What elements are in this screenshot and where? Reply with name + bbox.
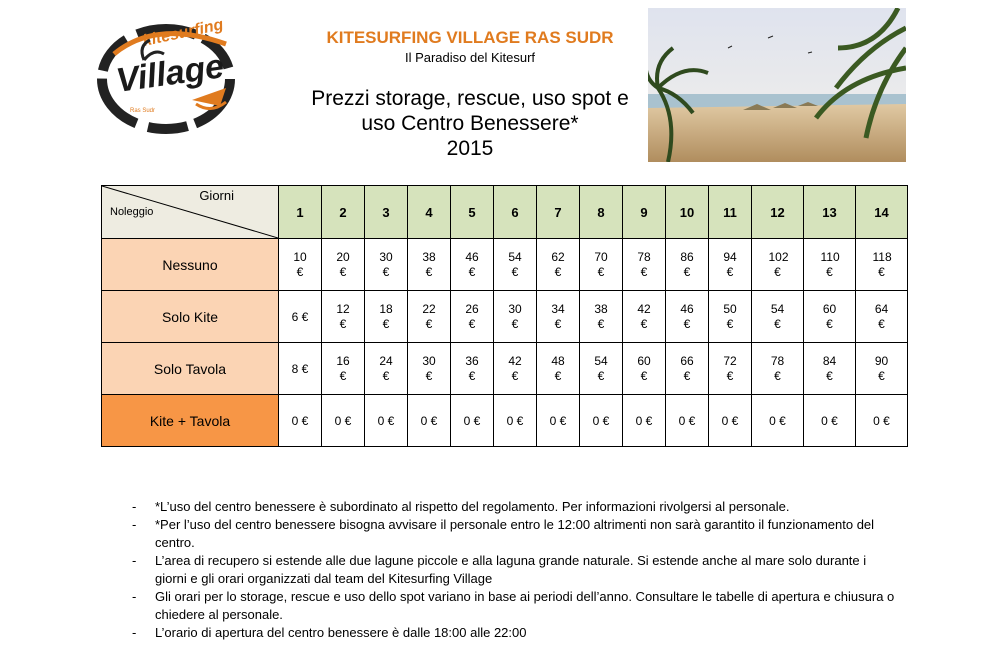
corner-giorni: Giorni <box>199 188 234 203</box>
table-row <box>102 395 908 447</box>
price-value: 78 € <box>770 353 785 383</box>
price-value: 30 € <box>508 301 522 331</box>
tagline: Il Paradiso del Kitesurf <box>404 50 536 65</box>
price-cell <box>856 291 908 343</box>
day-header: 8 <box>580 186 623 239</box>
price-value: 26 € <box>465 301 479 331</box>
logo-ras-sudr: Ras Sudr <box>130 108 156 114</box>
price-value: 46 € <box>465 249 479 279</box>
price-value: 42 € <box>508 353 522 383</box>
price-value: 118 € <box>872 249 892 279</box>
row-label: Solo Kite <box>102 291 279 343</box>
price-value: 30 € <box>379 249 393 279</box>
price-value: 38 € <box>422 249 436 279</box>
price-cell <box>322 343 365 395</box>
price-value: 18 € <box>379 301 393 331</box>
price-value: 62 € <box>551 249 565 279</box>
price-cell <box>666 239 709 291</box>
table-row <box>102 239 908 291</box>
price-value: 0 € <box>678 413 696 428</box>
price-value: 84 € <box>822 353 837 383</box>
price-cell <box>709 291 752 343</box>
price-cell <box>709 343 752 395</box>
row-label: Kite + Tavola <box>102 395 279 447</box>
price-cell <box>580 239 623 291</box>
price-value: 0 € <box>873 413 890 428</box>
price-cell <box>580 291 623 343</box>
day-header: 3 <box>365 186 408 239</box>
table-row <box>102 291 908 343</box>
price-cell <box>365 291 408 343</box>
table-header-row <box>102 186 908 239</box>
price-value: 54 € <box>594 353 608 383</box>
price-value: 78 € <box>637 249 651 279</box>
day-header: 10 <box>666 186 709 239</box>
price-cell <box>709 239 752 291</box>
price-value: 30 € <box>422 353 436 383</box>
price-cell <box>752 239 804 291</box>
price-value: 0 € <box>334 413 352 428</box>
note-item: - L’area di recupero si estende alle due lagune piccole e alla laguna grande naturale. Si estende anche al mare solo durante i giorni e gli orari organizzati dal team del Kitesurfing Village <box>130 552 900 588</box>
table-body <box>102 239 908 447</box>
price-value: 64 € <box>874 301 889 331</box>
price-cell <box>666 291 709 343</box>
price-value: 10 € <box>293 249 307 279</box>
price-value: 0 € <box>291 413 309 428</box>
price-value: 60 € <box>637 353 651 383</box>
price-value: 60 € <box>822 301 837 331</box>
price-value: 20 € <box>336 249 350 279</box>
price-cell <box>537 343 580 395</box>
price-cell <box>856 343 908 395</box>
price-value: 0 € <box>769 413 786 428</box>
price-cell <box>322 291 365 343</box>
price-cell <box>623 395 666 447</box>
price-cell <box>494 291 537 343</box>
price-value: 94 € <box>723 249 737 279</box>
price-cell <box>408 239 451 291</box>
price-cell <box>408 395 451 447</box>
price-value: 54 € <box>508 249 522 279</box>
price-cell <box>365 343 408 395</box>
day-header: 6 <box>494 186 537 239</box>
price-value: 42 € <box>637 301 651 331</box>
day-header: 1 <box>279 186 322 239</box>
price-value: 86 € <box>680 249 694 279</box>
note-item: - L’orario di apertura del centro benessere è dalle 18:00 alle 22:00 <box>130 624 900 642</box>
corner-noleggio: Noleggio <box>110 206 154 218</box>
price-cell <box>451 291 494 343</box>
price-cell <box>322 395 365 447</box>
price-cell <box>494 343 537 395</box>
price-cell <box>623 291 666 343</box>
price-value: 0 € <box>721 413 739 428</box>
price-cell <box>623 343 666 395</box>
price-cell <box>365 395 408 447</box>
price-value: 8 € <box>291 361 309 376</box>
price-cell <box>537 291 580 343</box>
price-cell <box>451 343 494 395</box>
note-item: - Gli orari per lo storage, rescue e uso dello spot variano in base ai periodi dell’anno. Consultare le tabelle di apertura e chiusura o chiedere al personale. <box>130 588 900 624</box>
day-header: 14 <box>856 186 908 239</box>
price-cell <box>279 291 322 343</box>
logo-village: Village <box>113 47 227 100</box>
price-value: 54 € <box>770 301 785 331</box>
price-cell <box>856 395 908 447</box>
title-line-2: uso Centro Benessere* <box>361 112 579 135</box>
price-cell <box>580 395 623 447</box>
price-value: 102 € <box>768 249 789 279</box>
price-cell <box>752 395 804 447</box>
price-cell <box>279 239 322 291</box>
price-cell <box>804 395 856 447</box>
price-value: 0 € <box>463 413 481 428</box>
price-cell <box>804 239 856 291</box>
price-cell <box>537 239 580 291</box>
price-cell <box>494 239 537 291</box>
price-value: 0 € <box>420 413 438 428</box>
price-value: 90 € <box>874 353 889 383</box>
logo-kitesurfing: kitesurfing <box>141 16 225 50</box>
price-cell <box>709 395 752 447</box>
table-row <box>102 343 908 395</box>
day-header: 9 <box>623 186 666 239</box>
price-cell <box>279 395 322 447</box>
price-value: 0 € <box>506 413 524 428</box>
price-value: 12 € <box>336 301 350 331</box>
title-line-3: 2015 <box>446 137 494 160</box>
price-value: 48 € <box>551 353 565 383</box>
prices-table <box>101 185 908 447</box>
price-value: 110 € <box>820 249 840 279</box>
price-cell <box>804 343 856 395</box>
day-header: 5 <box>451 186 494 239</box>
table-corner <box>102 186 279 239</box>
price-value: 50 € <box>723 301 737 331</box>
price-value: 22 € <box>422 301 436 331</box>
price-value: 66 € <box>680 353 694 383</box>
price-cell <box>804 291 856 343</box>
price-cell <box>365 239 408 291</box>
price-cell <box>494 395 537 447</box>
day-header: 13 <box>804 186 856 239</box>
village-logo <box>96 14 246 134</box>
brand-name: KITESURFING VILLAGE RAS SUDR <box>326 28 614 47</box>
price-value: 16 € <box>336 353 350 383</box>
price-value: 46 € <box>680 301 694 331</box>
price-cell <box>537 395 580 447</box>
beach-photo <box>648 8 906 162</box>
price-value: 0 € <box>549 413 567 428</box>
day-header: 4 <box>408 186 451 239</box>
price-value: 6 € <box>291 309 309 324</box>
row-label: Solo Tavola <box>102 343 279 395</box>
day-header: 11 <box>709 186 752 239</box>
page-title <box>290 86 650 161</box>
price-value: 72 € <box>723 353 737 383</box>
price-cell <box>623 239 666 291</box>
price-cell <box>580 343 623 395</box>
price-cell <box>752 343 804 395</box>
price-cell <box>666 395 709 447</box>
day-header: 12 <box>752 186 804 239</box>
price-value: 34 € <box>551 301 565 331</box>
day-header: 2 <box>322 186 365 239</box>
price-cell <box>279 343 322 395</box>
note-item: - *L’uso del centro benessere è subordinato al rispetto del regolamento. Per informazioni rivolgersi al personale. <box>130 498 900 516</box>
price-cell <box>451 239 494 291</box>
price-value: 0 € <box>377 413 395 428</box>
price-value: 0 € <box>592 413 610 428</box>
price-value: 24 € <box>379 353 393 383</box>
price-value: 70 € <box>594 249 608 279</box>
price-cell <box>408 343 451 395</box>
notes-list <box>130 498 900 642</box>
price-cell <box>752 291 804 343</box>
day-header: 7 <box>537 186 580 239</box>
price-cell <box>666 343 709 395</box>
price-cell <box>856 239 908 291</box>
price-cell <box>408 291 451 343</box>
price-cell <box>451 395 494 447</box>
price-value: 36 € <box>465 353 479 383</box>
title-line-1: Prezzi storage, rescue, uso spot e <box>311 87 629 110</box>
note-item: - *Per l’uso del centro benessere bisogna avvisare il personale entro le 12:00 altrimenti non sarà garantito il funzionamento del centro. <box>130 516 900 552</box>
price-value: 0 € <box>635 413 653 428</box>
price-cell <box>322 239 365 291</box>
price-value: 0 € <box>821 413 838 428</box>
row-label: Nessuno <box>102 239 279 291</box>
price-value: 38 € <box>594 301 608 331</box>
